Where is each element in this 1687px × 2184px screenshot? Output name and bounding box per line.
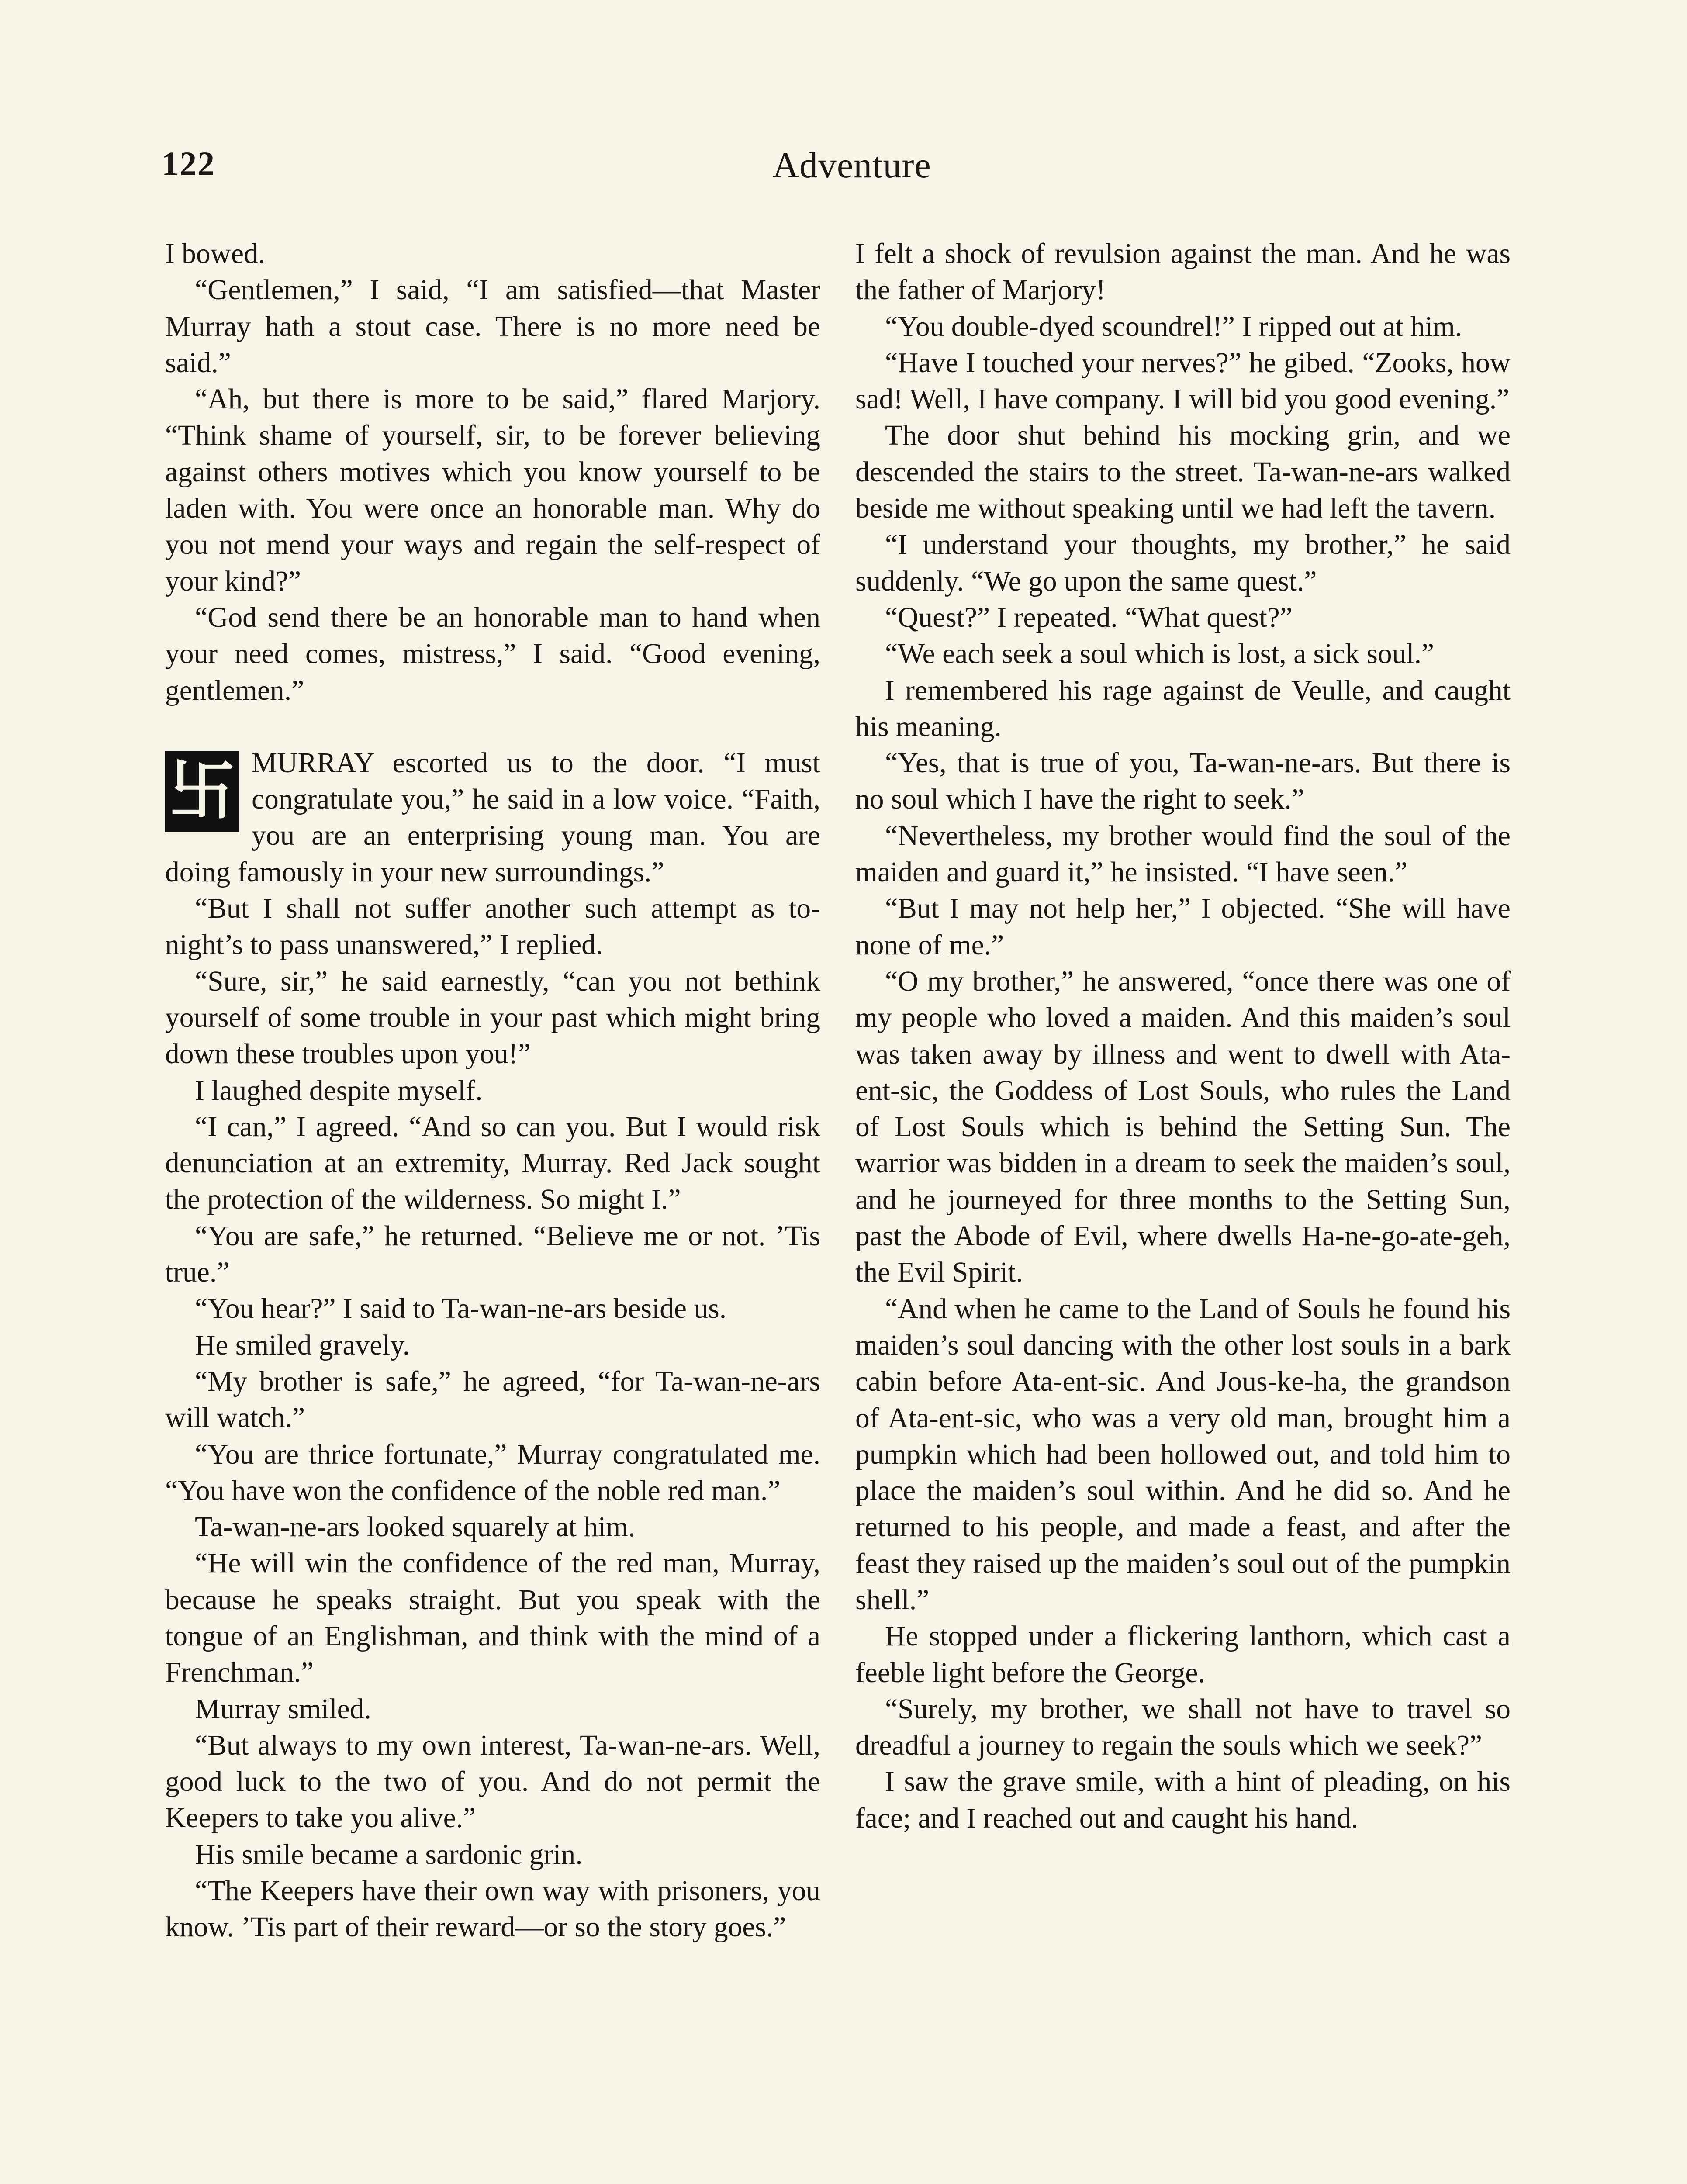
paragraph: “But I may not help her,” I objected. “She will have none of me.” <box>855 893 1511 961</box>
paragraph: I bowed. <box>165 238 266 270</box>
paragraph: Murray smiled. <box>195 1693 371 1725</box>
paragraph: “I can,” I agreed. “And so can you. But I would risk denunciation at an extremity, Murray. Red Jack sought the protection of the wilderness. So might I.” <box>165 1111 820 1216</box>
paragraph: “You are thrice fortunate,” Murray congratulated me. “You have won the confidence of the noble red man.” <box>165 1438 820 1507</box>
paragraph: The door shut behind his mocking grin, and we descended the stairs to the street. Ta-wan-ne-ars walked beside me without speaking until we had left the tavern. <box>855 420 1511 525</box>
paragraph: “You hear?” I said to Ta-wan-ne-ars beside us. <box>195 1293 727 1325</box>
paragraph: “He will win the confidence of the red man, Murray, because he speaks straight. But you speak with the tongue of an Englishman, and think with the mind of a Frenchman.” <box>165 1548 820 1689</box>
paragraph: “Have I touched your nerves?” he gibed. “Zooks, how sad! Well, I have company. I will bid you good evening.” <box>855 347 1511 415</box>
paragraph: “But I shall not suffer another such attempt as to-night’s to pass unanswered,” I replied. <box>165 893 820 961</box>
paragraph: “But always to my own interest, Ta-wan-ne-ars. Well, good luck to the two of you. And do not permit the Keepers to take you alive.” <box>165 1729 820 1834</box>
paragraph: He smiled gravely. <box>195 1329 410 1361</box>
paragraph: “Nevertheless, my brother would find the soul of the maiden and guard it,” he insisted. “I have seen.” <box>855 820 1511 888</box>
dropcap-paragraph <box>165 745 820 891</box>
dropcap-text: MURRAY escorted us to the door. “I must congratulate you,” he said in a low voice. “Faith, you are an enterprising young man. You are doing famously in your new surroundings.” <box>165 747 820 888</box>
page-header <box>162 144 1542 197</box>
left-column <box>165 236 820 1946</box>
paragraph: “And when he came to the Land of Souls he found his maiden’s soul dancing with the other lost souls in a bark cabin before Ata-ent-sic. And Jous-ke-ha, the grandson of Ata-ent-sic, who was a very old man, brought him a pumpkin which had been hollowed out, and told him to place the maiden’s soul within. And he did so. And he returned to his people, and made a feast, and after the feast they raised up the maiden’s soul out of the pumpkin shell.” <box>855 1293 1511 1616</box>
paragraph: “The Keepers have their own way with prisoners, you know. ’Tis part of their reward—or so the story goes.” <box>165 1875 820 1943</box>
paragraph: “I understand your thoughts, my brother,” he said suddenly. “We go upon the same quest.” <box>855 529 1511 597</box>
paragraph: “Gentlemen,” I said, “I am satisfied—that Master Murray hath a stout case. There is no more need be said.” <box>165 274 820 379</box>
magazine-title: Adventure <box>772 145 931 186</box>
paragraph: “You double-dyed scoundrel!” I ripped out at him. <box>885 311 1462 342</box>
paragraph: “Yes, that is true of you, Ta-wan-ne-ars. But there is no soul which I have the right to seek.” <box>855 747 1511 816</box>
paragraph: “My brother is safe,” he agreed, “for Ta-wan-ne-ars will watch.” <box>165 1365 820 1434</box>
paragraph: “Ah, but there is more to be said,” flared Marjory. “Think shame of yourself, sir, to be forever believing against others motives which you know yourself to be laden with. You were once an honorable man. Why do you not mend your ways and regain the self-respect of your kind?” <box>165 384 820 597</box>
paragraph: I laughed despite myself. <box>195 1075 483 1106</box>
paragraph: He stopped under a flickering lanthorn, which cast a feeble light before the George. <box>855 1621 1511 1689</box>
paragraph: “Surely, my brother, we shall not have to travel so dreadful a journey to regain the souls which we seek?” <box>855 1693 1511 1762</box>
page-number: 122 <box>162 145 215 183</box>
paragraph: “Quest?” I repeated. “What quest?” <box>885 601 1293 633</box>
paragraph: “Sure, sir,” he said earnestly, “can you not bethink yourself of some trouble in your past which might bring down these troubles upon you!” <box>165 965 820 1070</box>
paragraph: “You are safe,” he returned. “Believe me or not. ’Tis true.” <box>165 1220 820 1289</box>
paragraph: His smile became a sardonic grin. <box>195 1838 583 1870</box>
paragraph: “We each seek a soul which is lost, a sick soul.” <box>885 638 1435 670</box>
paragraph: Ta-wan-ne-ars looked squarely at him. <box>195 1511 636 1543</box>
paragraph: I remembered his rage against de Veulle, and caught his meaning. <box>855 674 1511 743</box>
section-break <box>165 709 820 745</box>
paragraph: “O my brother,” he answered, “once there was one of my people who loved a maiden. And this maiden’s soul was taken away by illness and went to dwell with Ata-ent-sic, the Goddess of Lost Souls, who rules the Land of Lost Souls which is behind the Setting Sun. The warrior was bidden in a dream to seek the maiden’s soul, and he journeyed for three months to the Setting Sun, past the Abode of Evil, where dwells Ha-ne-go-ate-geh, the Evil Spirit. <box>855 965 1511 1289</box>
paragraph: I felt a shock of revulsion against the man. And he was the father of Marjory! <box>855 238 1511 306</box>
right-column <box>855 236 1511 1837</box>
paragraph: I saw the grave smile, with a hint of pleading, on his face; and I reached out and caught his hand. <box>855 1766 1511 1834</box>
paragraph: “God send there be an honorable man to hand when your need comes, mistress,” I said. “Good evening, gentlemen.” <box>165 601 820 706</box>
dropcap-ornament-icon: 卐 <box>165 751 239 832</box>
